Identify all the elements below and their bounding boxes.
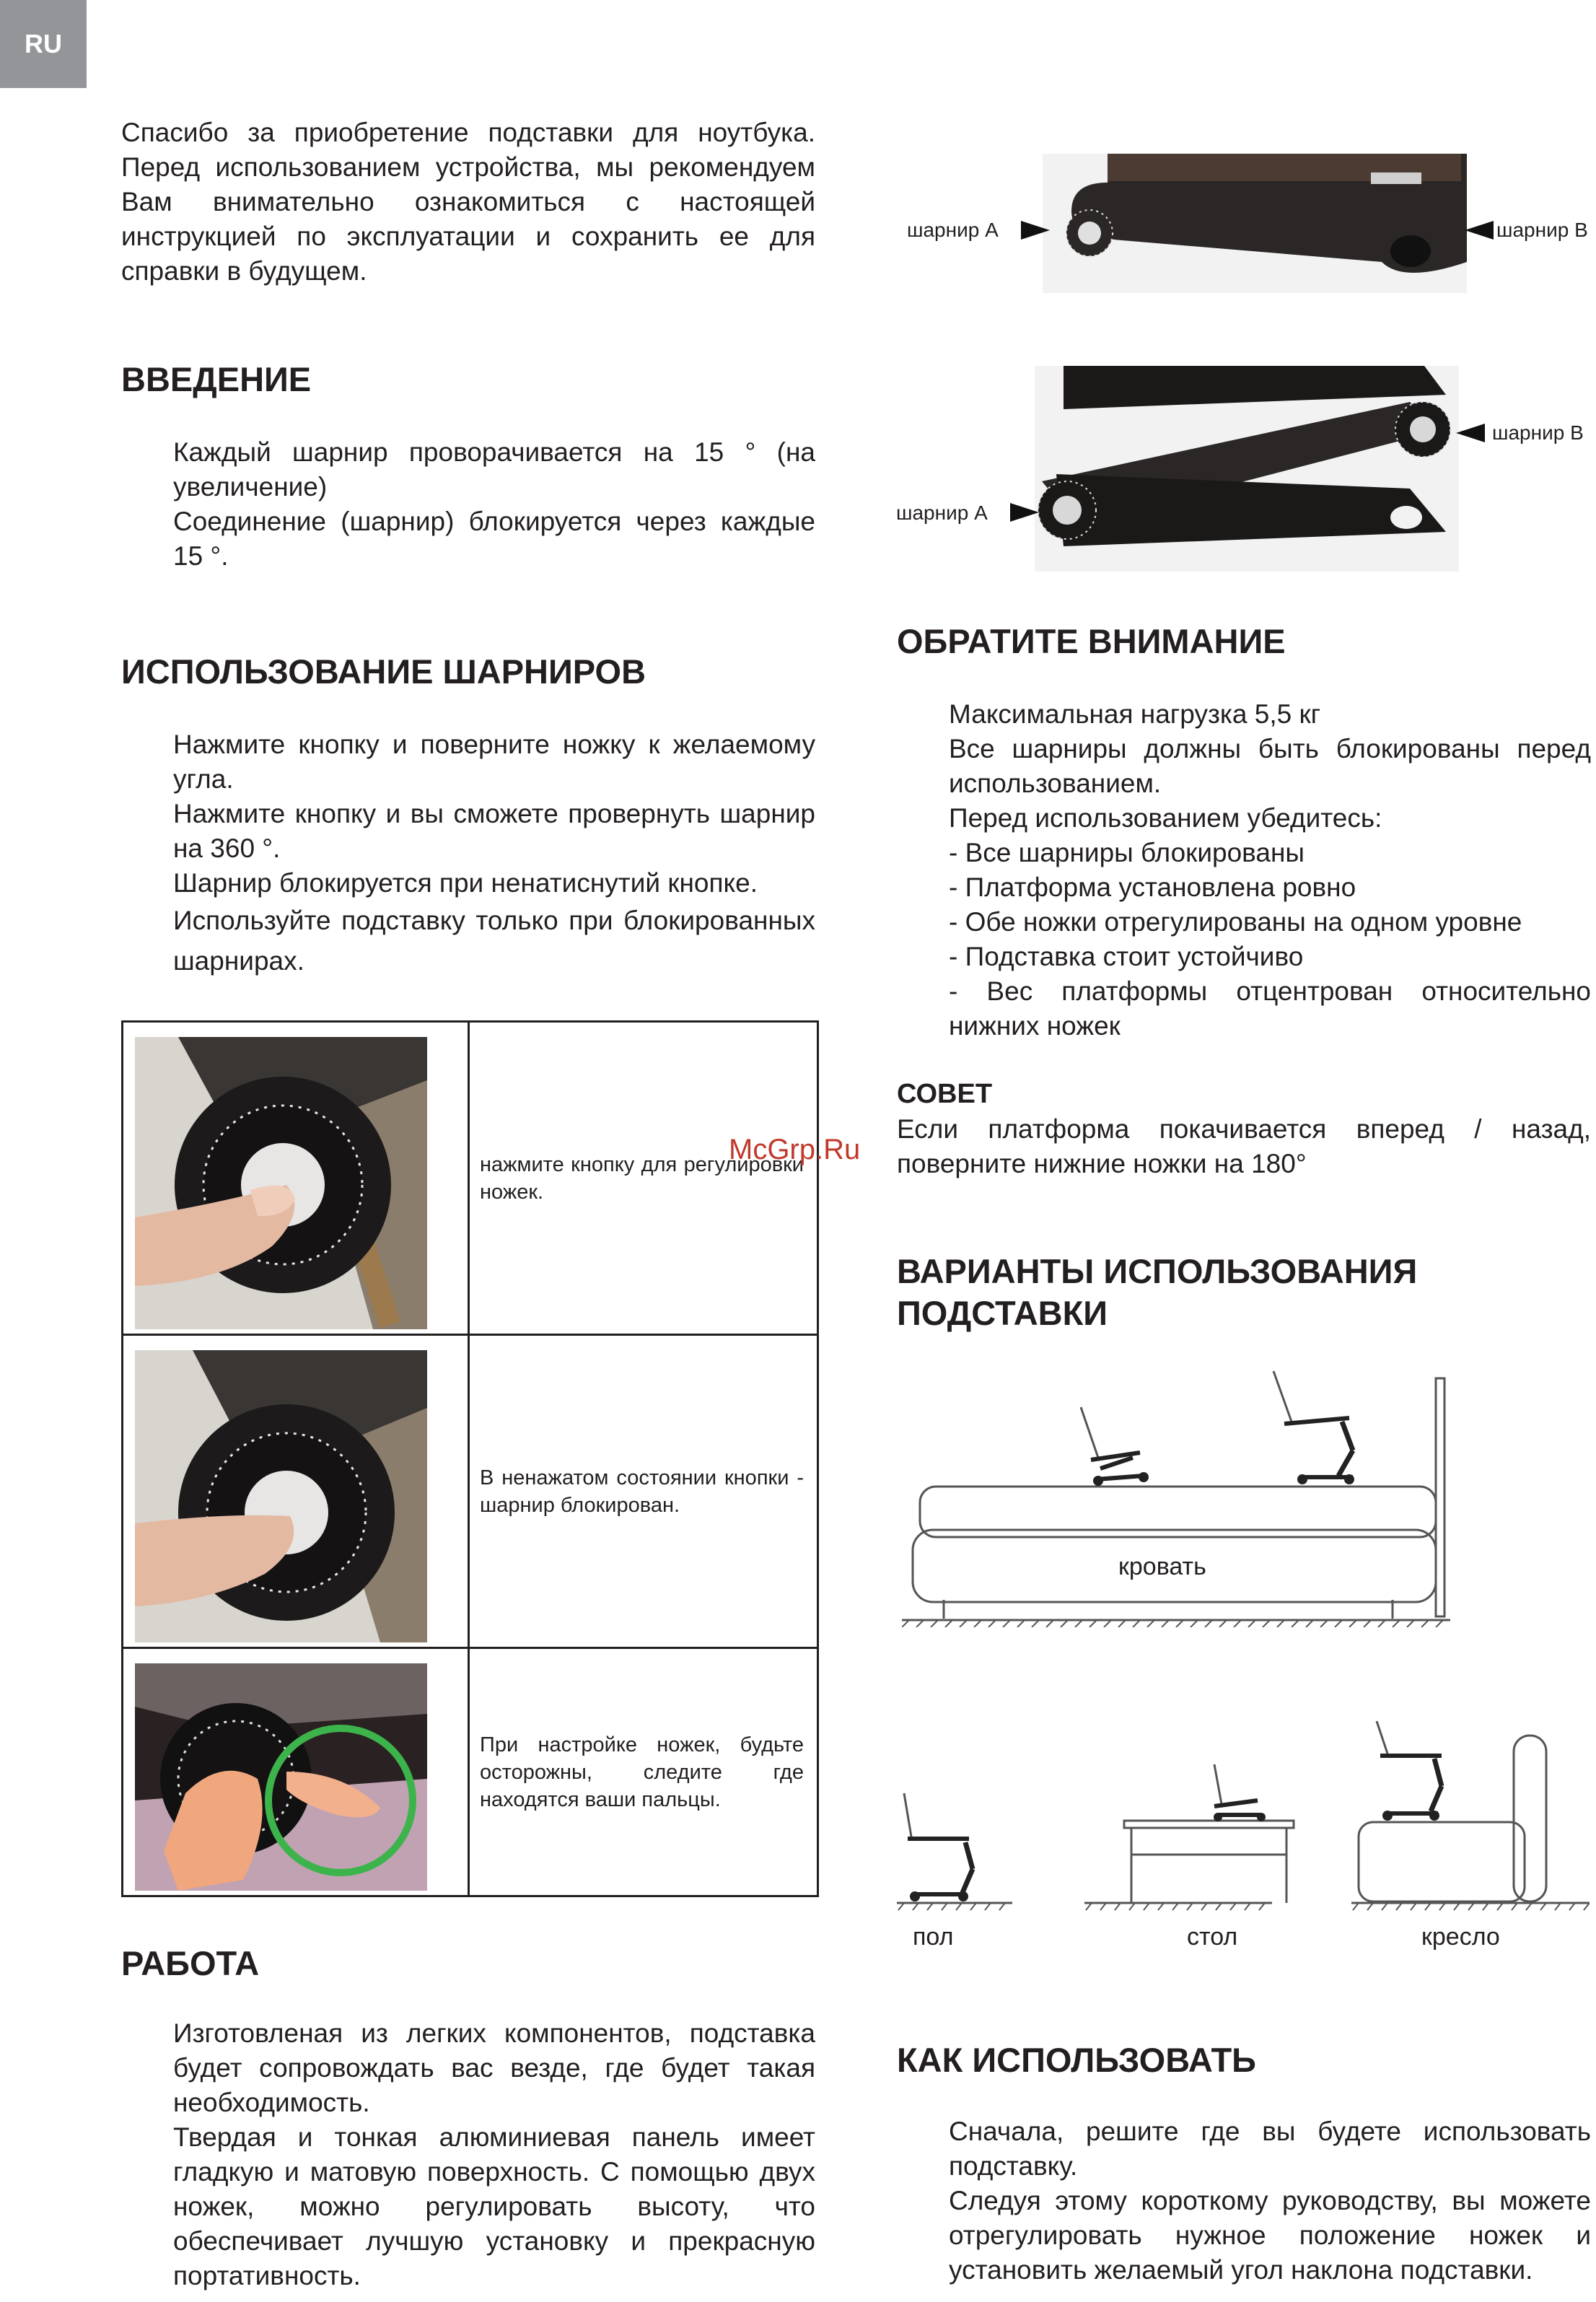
watermark: McGrp.Ru (729, 1134, 861, 1165)
work-text (173, 2016, 815, 2293)
bed-label: кровать (1118, 1553, 1206, 1580)
intro-paragraph: Спасибо за приобретение подставки для ноутбука. Перед использованием устройства, мы рекомендуем Вам внимательно ознакомиться с настоящей инструкцией по эксплуатации и сохранить ее для справки в будущем. (121, 118, 815, 286)
steps-table (121, 1020, 819, 1897)
hinges-heading: ИСПОЛЬЗОВАНИЕ ШАРНИРОВ (121, 652, 646, 691)
attention-line: - Платформа установлена ровно (949, 872, 1356, 902)
howto-heading: КАК ИСПОЛЬЗОВАТЬ (897, 2041, 1256, 2079)
label-hinge-b-bottom: шарнир В (1492, 421, 1584, 444)
hinges-text (173, 727, 815, 981)
step-text-cell (469, 1335, 818, 1648)
attention-heading: ОБРАТИТЕ ВНИМАНИЕ (897, 622, 1286, 660)
intro-line: Соединение (шарнир) блокируется через каждые 15 °. (173, 507, 815, 571)
tip-heading: СОВЕТ (897, 1079, 993, 1109)
table-label: стол (1187, 1923, 1238, 1951)
label-hinge-a-bottom: шарнир А (896, 502, 988, 524)
attention-line: Перед использованием убедитесь: (949, 803, 1382, 833)
floor-label: пол (913, 1923, 954, 1951)
howto-text (949, 2114, 1591, 2288)
tip-text: Если платформа покачивается вперед / назад, поверните нижние ножки на 180° (897, 1114, 1591, 1178)
attention-text (949, 697, 1591, 1043)
intro-line: Каждый шарнир проворачивается на 15 ° (на увеличение) (173, 437, 815, 502)
press-button-photo (135, 1037, 427, 1329)
step-photo-cell (123, 1335, 469, 1648)
arrow-hinge-a-bottom (1010, 503, 1039, 522)
intro-heading: ВВЕДЕНИЕ (121, 360, 312, 398)
attention-line: - Все шарниры блокированы (949, 838, 1305, 867)
hinges-line: Нажмите кнопку и поверните ножку к желаемому угла. (173, 730, 815, 794)
step-text-cell (469, 1648, 818, 1896)
hinges-line: Используйте подставку только при блокированных шарнирах. (173, 906, 815, 976)
locked-hinge-photo (135, 1350, 427, 1642)
attention-line: - Вес платформы отцентрован относительно нижних ножек (949, 976, 1591, 1041)
intro-text (173, 435, 815, 574)
step-photo-cell (123, 1022, 469, 1335)
variants-heading (897, 1251, 1417, 1334)
work-line: Изготовленая из легких компонентов, подставка будет сопровождать вас везде, где будет такая необходимость. (173, 2018, 815, 2117)
arrow-hinge-b-top (1465, 221, 1494, 240)
step-caption: В ненажатом состоянии кнопки - шарнир блокирован. (480, 1466, 804, 1517)
howto-line: Сначала, решите где вы будете использовать подставку. (949, 2117, 1591, 2181)
step-caption: нажмите кнопку для регулировки ножек. (480, 1152, 804, 1204)
hinges-photo-top (1043, 154, 1467, 293)
work-line: Твердая и тонкая алюминиевая панель имеет гладкую и матовую поверхность. С помощью двух ножек, можно регулировать высоту, что обеспечивает лучшую установку и прекрасную портативность. (173, 2122, 815, 2290)
finger-warning-photo (135, 1663, 427, 1891)
chair-label: кресло (1421, 1923, 1500, 1951)
arrow-hinge-b-bottom (1456, 424, 1485, 442)
hinges-line: Нажмите кнопку и вы сможете провернуть шарнир на 360 °. (173, 799, 815, 863)
table-row (123, 1648, 818, 1896)
table-row (123, 1335, 818, 1648)
attention-line: - Подставка стоит устойчиво (949, 942, 1304, 971)
table-row (123, 1022, 818, 1335)
attention-line: Все шарниры должны быть блокированы перед использованием. (949, 734, 1591, 798)
bed-illustration (902, 1367, 1450, 1627)
howto-line: Следуя этому короткому руководству, вы можете отрегулировать нужное положение ножек и установить желаемый угол наклона подставки. (949, 2186, 1591, 2285)
attention-line: - Обе ножки отрегулированы на одном уровне (949, 907, 1522, 937)
variants-heading-line: ВАРИАНТЫ ИСПОЛЬЗОВАНИЯ (897, 1252, 1418, 1290)
label-hinge-a-top: шарнир А (907, 219, 999, 241)
work-heading: РАБОТА (121, 1944, 260, 1982)
variants-heading-line: ПОДСТАВКИ (897, 1294, 1108, 1332)
step-text-cell (469, 1022, 818, 1335)
language-tab: RU (0, 0, 87, 88)
hinges-photo-bottom (1035, 366, 1459, 572)
usage-illustrations (897, 1721, 1590, 1916)
arrow-hinge-a-top (1021, 221, 1050, 240)
attention-line: Максимальная нагрузка 5,5 кг (949, 699, 1321, 729)
label-hinge-b-top: шарнир В (1496, 219, 1588, 241)
step-caption: При настройке ножек, будьте осторожны, следите где находятся ваши пальцы. (480, 1733, 804, 1811)
step-photo-cell (123, 1648, 469, 1896)
hinges-line: Шарнир блокируется при ненатиснутий кнопке. (173, 868, 758, 898)
